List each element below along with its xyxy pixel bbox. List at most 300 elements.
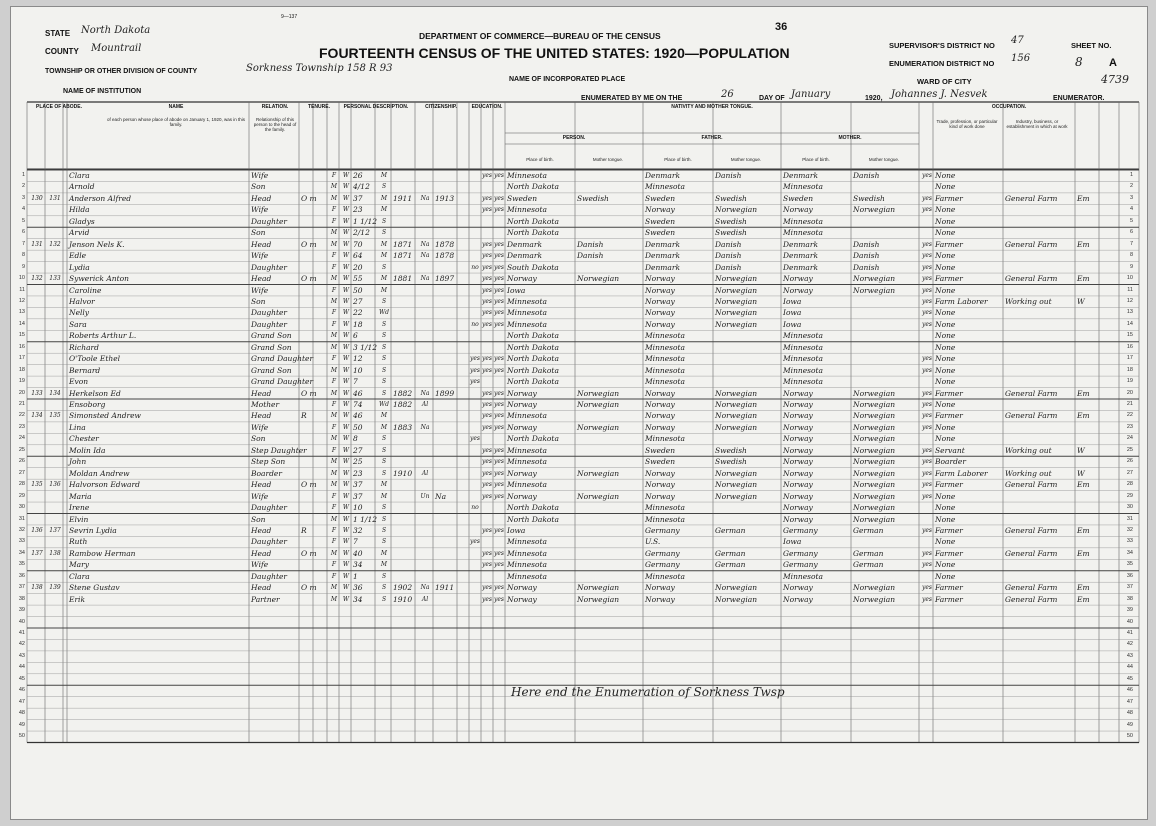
cell-mbp: Minnesota (783, 228, 824, 238)
cell-eng: yes (921, 584, 933, 592)
cell-mmt (853, 376, 917, 387)
cell-sch (469, 559, 481, 570)
cell-ind (1005, 571, 1075, 582)
cell-age: 46 (353, 411, 363, 421)
cell-ms: S (381, 572, 387, 580)
cell-ms: M (380, 412, 388, 420)
cell-rd (481, 502, 493, 513)
cell-fbp: Norway (645, 285, 675, 295)
line-number: 1 (1129, 172, 1133, 178)
cell-name: O'Toole Ethel (69, 354, 121, 364)
cell-sex: F (331, 401, 337, 408)
cell-nat: Na (420, 275, 430, 283)
cell-fam: 133 (49, 275, 61, 283)
line-number: 4 (21, 206, 25, 213)
cell-mmt (853, 353, 917, 364)
cell-wr (493, 502, 505, 513)
cell-bp: Minnesota (507, 457, 548, 467)
cell-imm: 1911 (393, 193, 413, 203)
line-number: 40 (18, 618, 25, 625)
cell-fam (47, 456, 63, 467)
cell-tn (301, 456, 325, 467)
cell-fam (47, 445, 63, 456)
cell-fam: 132 (49, 240, 61, 248)
cell-age: 12 (353, 354, 363, 364)
cell-mt (577, 479, 641, 490)
cell-mmt: Norwegian (853, 400, 896, 409)
cell-age: 22 (353, 308, 363, 318)
cell-fmt (715, 181, 779, 192)
cell-ny (435, 330, 457, 341)
table-row (11, 571, 1147, 582)
cell-mmt (853, 342, 917, 353)
cell-ny: 1911 (435, 583, 455, 593)
cell-wr: yes (493, 275, 505, 283)
cell-name: Moldan Andrew (69, 468, 130, 478)
cell-age: 1 1/12 (353, 216, 377, 226)
cell-mmt: Norwegian (853, 411, 896, 421)
cell-bp: Minnesota (507, 319, 548, 329)
cell-imm (393, 216, 415, 227)
cell-dw (29, 262, 45, 273)
cell-sex: M (330, 297, 338, 305)
cell-fam (47, 216, 63, 227)
line-number: 39 (1126, 607, 1133, 614)
cell-rd (481, 514, 493, 525)
line-number: 42 (1126, 641, 1133, 648)
cell-cls (1077, 330, 1099, 341)
cell-sex: M (330, 584, 338, 592)
cell-occ: None (935, 571, 956, 581)
cell-ny (435, 410, 457, 421)
cell-cls (1077, 285, 1099, 296)
cell-mmt: German (853, 525, 884, 535)
cell-wr: yes (493, 412, 505, 420)
cell-occ: None (935, 377, 956, 387)
cell-fam (47, 204, 63, 215)
cell-fmt: German (715, 560, 746, 570)
cell-occ: None (935, 400, 956, 409)
cell-rel: Head (251, 480, 272, 490)
cell-occ: Farmer (935, 480, 963, 490)
table-row (11, 342, 1147, 353)
cell-mmt (853, 307, 917, 318)
cell-imm: 1910 (393, 468, 413, 478)
cell-mmt: Swedish (853, 193, 885, 203)
cell-occ: None (935, 434, 956, 444)
cell-cls: Em (1077, 239, 1090, 249)
cell-eng: yes (921, 172, 933, 179)
cell-cls (1077, 307, 1099, 318)
cell-ms: M (380, 194, 388, 202)
cell-rd: yes (481, 549, 493, 557)
cell-name: Nelly (69, 308, 90, 318)
group-name: NAME (168, 104, 184, 110)
department-title: DEPARTMENT OF COMMERCE—BUREAU OF THE CENSUS (419, 31, 661, 41)
cell-ny (435, 525, 457, 536)
line-number: 48 (18, 710, 25, 717)
cell-fam (47, 319, 63, 330)
cell-sch (469, 296, 481, 307)
cell-race: W (342, 526, 350, 534)
cell-mmt: Norwegian (853, 480, 896, 490)
line-number: 17 (1126, 355, 1133, 362)
cell-rel: Grand Son (251, 342, 292, 352)
cell-tn (301, 262, 325, 273)
cell-age: 25 (353, 457, 363, 467)
cell-name: Anderson Alfred (69, 193, 132, 203)
cell-rel: Daughter (251, 216, 287, 226)
cell-eng: yes (921, 549, 933, 557)
cell-rd: yes (481, 595, 493, 603)
cell-eng (921, 536, 933, 547)
cell-occ: None (935, 560, 956, 570)
cell-race: W (342, 343, 350, 351)
cell-mbp: Minnesota (783, 354, 824, 364)
cell-eng: yes (921, 366, 933, 374)
cell-mbp: Iowa (783, 308, 802, 318)
cell-cls (1077, 502, 1099, 513)
cell-fam (47, 307, 63, 318)
cell-wr: yes (493, 240, 505, 248)
line-number: 12 (18, 297, 25, 304)
cell-sex: F (331, 378, 337, 386)
cell-mmt: Danish (853, 262, 880, 272)
cell-age: 10 (353, 365, 363, 375)
line-number: 29 (1126, 492, 1133, 499)
cell-rel: Wife (251, 251, 269, 261)
cell-name: Mary (69, 560, 89, 570)
cell-sch (469, 193, 481, 204)
cell-occ: Farmer (935, 548, 963, 558)
cell-imm (393, 307, 415, 318)
cell-ny (435, 353, 457, 364)
line-number: 43 (1126, 652, 1133, 659)
line-number: 36 (1126, 572, 1133, 579)
line-number: 10 (1126, 275, 1133, 282)
state-value: North Dakota (81, 25, 151, 36)
cell-cls (1077, 216, 1099, 227)
cell-eng: yes (921, 309, 933, 317)
line-number: 27 (1126, 469, 1133, 476)
cell-bp: Minnesota (507, 411, 548, 421)
cell-dw (29, 422, 45, 433)
cell-cls (1077, 514, 1099, 525)
cell-age: 36 (353, 583, 363, 593)
cell-mmt: Norwegian (853, 274, 896, 284)
cell-rd: yes (481, 584, 493, 592)
cell-sex: M (330, 435, 338, 443)
cell-rd: yes (481, 446, 493, 454)
cell-fmt: Swedish (715, 457, 747, 467)
sheet-letter: A (1109, 57, 1117, 69)
cell-sch (469, 273, 481, 284)
cell-name: Chester (69, 434, 99, 444)
township-label: TOWNSHIP OR OTHER DIVISION OF COUNTY (45, 68, 198, 75)
cell-mt (577, 410, 641, 421)
cell-ms: M (380, 286, 388, 294)
cell-fmt: Norwegian (715, 319, 758, 329)
cell-fmt: Norwegian (715, 480, 758, 490)
line-number: 13 (1126, 309, 1133, 316)
cell-dw: 134 (31, 412, 43, 420)
cell-cls (1077, 399, 1099, 410)
cell-ind (1005, 353, 1075, 364)
table-row (11, 170, 1147, 181)
cell-wr: yes (493, 286, 505, 294)
cell-wr: yes (493, 320, 505, 328)
cell-fam (47, 262, 63, 273)
cell-nat (417, 296, 433, 307)
table-row (11, 239, 1147, 250)
father-tongue-head: Mother tongue. (730, 157, 762, 162)
cell-imm (393, 502, 415, 513)
cell-mmt (853, 319, 917, 330)
cell-mmt: Norwegian (853, 445, 896, 455)
table-row (11, 365, 1147, 376)
cell-dw: 136 (31, 526, 43, 534)
cell-rd (481, 376, 493, 387)
cell-mt (577, 548, 641, 559)
cell-eng (921, 571, 933, 582)
cell-rel: Head (251, 193, 272, 203)
cell-race: W (342, 194, 350, 202)
cell-mt: Danish (577, 251, 604, 261)
cell-ms: S (381, 320, 387, 328)
cell-bp: Minnesota (507, 308, 548, 318)
cell-fbp: Minnesota (645, 342, 686, 352)
cell-tn: R (301, 411, 307, 421)
cell-race: W (342, 309, 350, 317)
cell-race: W (342, 217, 350, 225)
group-mother: MOTHER. (838, 135, 862, 141)
line-number: 25 (1126, 446, 1133, 453)
stamp-number: 4739 (1101, 73, 1129, 86)
cell-fam (47, 468, 63, 479)
cell-fam (47, 594, 63, 605)
cell-ind (1005, 514, 1075, 525)
cell-ny (435, 376, 457, 387)
cell-fbp: Norway (645, 308, 675, 318)
cell-rel: Grand Son (251, 365, 292, 375)
cell-nat: Na (420, 240, 430, 248)
cell-dw (29, 285, 45, 296)
cell-occ: None (935, 342, 956, 352)
cell-occ: None (935, 422, 956, 432)
line-number: 3 (1129, 194, 1133, 201)
cell-nat (417, 319, 433, 330)
cell-ms: S (381, 584, 387, 592)
group-place-of-abode: PLACE OF ABODE. (36, 104, 82, 110)
year-text: 1920, (865, 95, 883, 102)
cell-tn (301, 342, 325, 353)
cell-age: 7 (353, 377, 358, 387)
cell-cls: W (1077, 445, 1085, 455)
cell-fmt (715, 571, 779, 582)
cell-nat (417, 445, 433, 456)
cell-cls: Em (1077, 548, 1090, 558)
cell-fmt: Swedish (715, 228, 747, 238)
cell-bp: North Dakota (507, 228, 559, 238)
cell-sex: M (330, 515, 338, 523)
cell-ind (1005, 433, 1075, 444)
cell-wr: yes (493, 423, 505, 431)
cell-imm (393, 559, 415, 570)
cell-dw (29, 376, 45, 387)
cell-imm (393, 330, 415, 341)
cell-dw (29, 227, 45, 238)
cell-ind (1005, 502, 1075, 513)
cell-occ: Farmer (935, 388, 963, 398)
cell-bp: Norway (507, 468, 537, 478)
cell-imm (393, 445, 415, 456)
cell-sch (469, 468, 481, 479)
cell-wr: yes (493, 561, 505, 569)
table-row (11, 536, 1147, 547)
cell-fmt: Norwegian (715, 594, 758, 604)
cell-cls (1077, 353, 1099, 364)
cell-mt: Norwegian (577, 583, 620, 593)
cell-bp: Sweden (507, 193, 538, 203)
line-number: 16 (18, 343, 25, 350)
table-row (11, 227, 1147, 238)
line-number: 49 (1126, 721, 1133, 728)
cell-mbp: Denmark (783, 251, 818, 261)
cell-cls (1077, 262, 1099, 273)
cell-cls: W (1077, 468, 1085, 478)
line-number: 9 (1129, 263, 1133, 270)
cell-ny (435, 170, 457, 181)
cell-mmt: Norwegian (853, 503, 896, 513)
cell-wr: yes (493, 446, 505, 454)
cell-tn (301, 571, 325, 582)
cell-sch (469, 388, 481, 399)
cell-rel: Partner (251, 594, 280, 604)
cell-dw: 137 (31, 549, 43, 557)
cell-ms: S (381, 538, 387, 546)
cell-eng: yes (921, 286, 933, 294)
cell-sex: M (330, 366, 338, 374)
cell-ms: S (381, 297, 387, 305)
cell-wr: yes (493, 263, 505, 271)
cell-nat (417, 479, 433, 490)
cell-dw: 133 (31, 389, 43, 397)
cell-rel: Son (251, 434, 266, 444)
cell-mbp: Minnesota (783, 216, 824, 226)
cell-ny (435, 285, 457, 296)
cell-age: 34 (353, 560, 363, 570)
cell-nat: Na (420, 389, 430, 397)
cell-fam (47, 422, 63, 433)
cell-bp: North Dakota (507, 377, 559, 387)
cell-fmt: Norwegian (715, 285, 758, 295)
cell-occ: Farm Laborer (935, 296, 988, 306)
line-number: 39 (18, 607, 25, 614)
line-number: 33 (1126, 538, 1133, 545)
cell-race: W (342, 561, 350, 569)
cell-occ: Farmer (935, 239, 963, 249)
cell-fmt (715, 353, 779, 364)
cell-wr (493, 342, 505, 353)
cell-mbp: Norway (783, 205, 813, 215)
cell-occ: None (935, 182, 956, 192)
cell-fam (47, 514, 63, 525)
cell-fbp: Minnesota (645, 571, 686, 581)
line-number: 47 (1126, 698, 1133, 705)
cell-sch (469, 330, 481, 341)
cell-imm (393, 227, 415, 238)
cell-ny (435, 422, 457, 433)
cell-fam (47, 536, 63, 547)
cell-ms: S (381, 229, 387, 237)
cell-rd (481, 216, 493, 227)
cell-ny (435, 181, 457, 192)
cell-fam (47, 376, 63, 387)
cell-fbp: Norway (645, 388, 675, 398)
cell-race: W (342, 286, 350, 294)
line-number: 3 (21, 194, 25, 201)
cell-occ: None (935, 216, 956, 226)
table-row (11, 193, 1147, 204)
cell-mt: Swedish (577, 193, 609, 203)
cell-mt (577, 181, 641, 192)
cell-fam (47, 491, 63, 502)
line-number: 43 (18, 652, 25, 659)
cell-bp: Minnesota (507, 480, 548, 490)
supervisor-value: 47 (1011, 35, 1024, 46)
cell-dw (29, 514, 45, 525)
table-row (11, 296, 1147, 307)
cell-imm (393, 262, 415, 273)
line-number: 32 (18, 526, 25, 533)
cell-sex: F (331, 252, 337, 260)
table-row (11, 216, 1147, 227)
cell-ny (435, 445, 457, 456)
cell-fmt: Norwegian (715, 308, 758, 318)
cell-eng: yes (921, 481, 933, 489)
cell-mbp: Norway (783, 274, 813, 284)
cell-tn (301, 330, 325, 341)
cell-imm: 1871 (393, 239, 413, 249)
line-number: 49 (18, 721, 25, 728)
cell-dw (29, 170, 45, 181)
cell-race: W (342, 183, 350, 191)
cell-occ: None (935, 228, 956, 238)
cell-rd: yes (481, 458, 493, 466)
cell-mbp: Norway (783, 457, 813, 467)
cell-rd (481, 181, 493, 192)
cell-fbp: Minnesota (645, 503, 686, 513)
cell-cls (1077, 204, 1099, 215)
cell-dw (29, 307, 45, 318)
cell-ms: M (380, 561, 388, 569)
cell-imm: 1883 (393, 422, 413, 432)
cell-occ: Farmer (935, 274, 963, 284)
sheet-value: 8 (1075, 55, 1083, 69)
cell-nat (417, 262, 433, 273)
cell-fmt: Norwegian (715, 468, 758, 478)
cell-name: Sara (69, 319, 87, 329)
cell-ind: General Farm (1005, 480, 1058, 490)
cell-age: 8 (353, 434, 358, 444)
cell-ny (435, 365, 457, 376)
cell-nat (417, 204, 433, 215)
cell-mbp: Minnesota (783, 331, 824, 341)
cell-fmt: Swedish (715, 216, 747, 226)
cell-eng: yes (921, 320, 933, 328)
cell-name: Caroline (69, 285, 102, 295)
cell-ny (435, 571, 457, 582)
